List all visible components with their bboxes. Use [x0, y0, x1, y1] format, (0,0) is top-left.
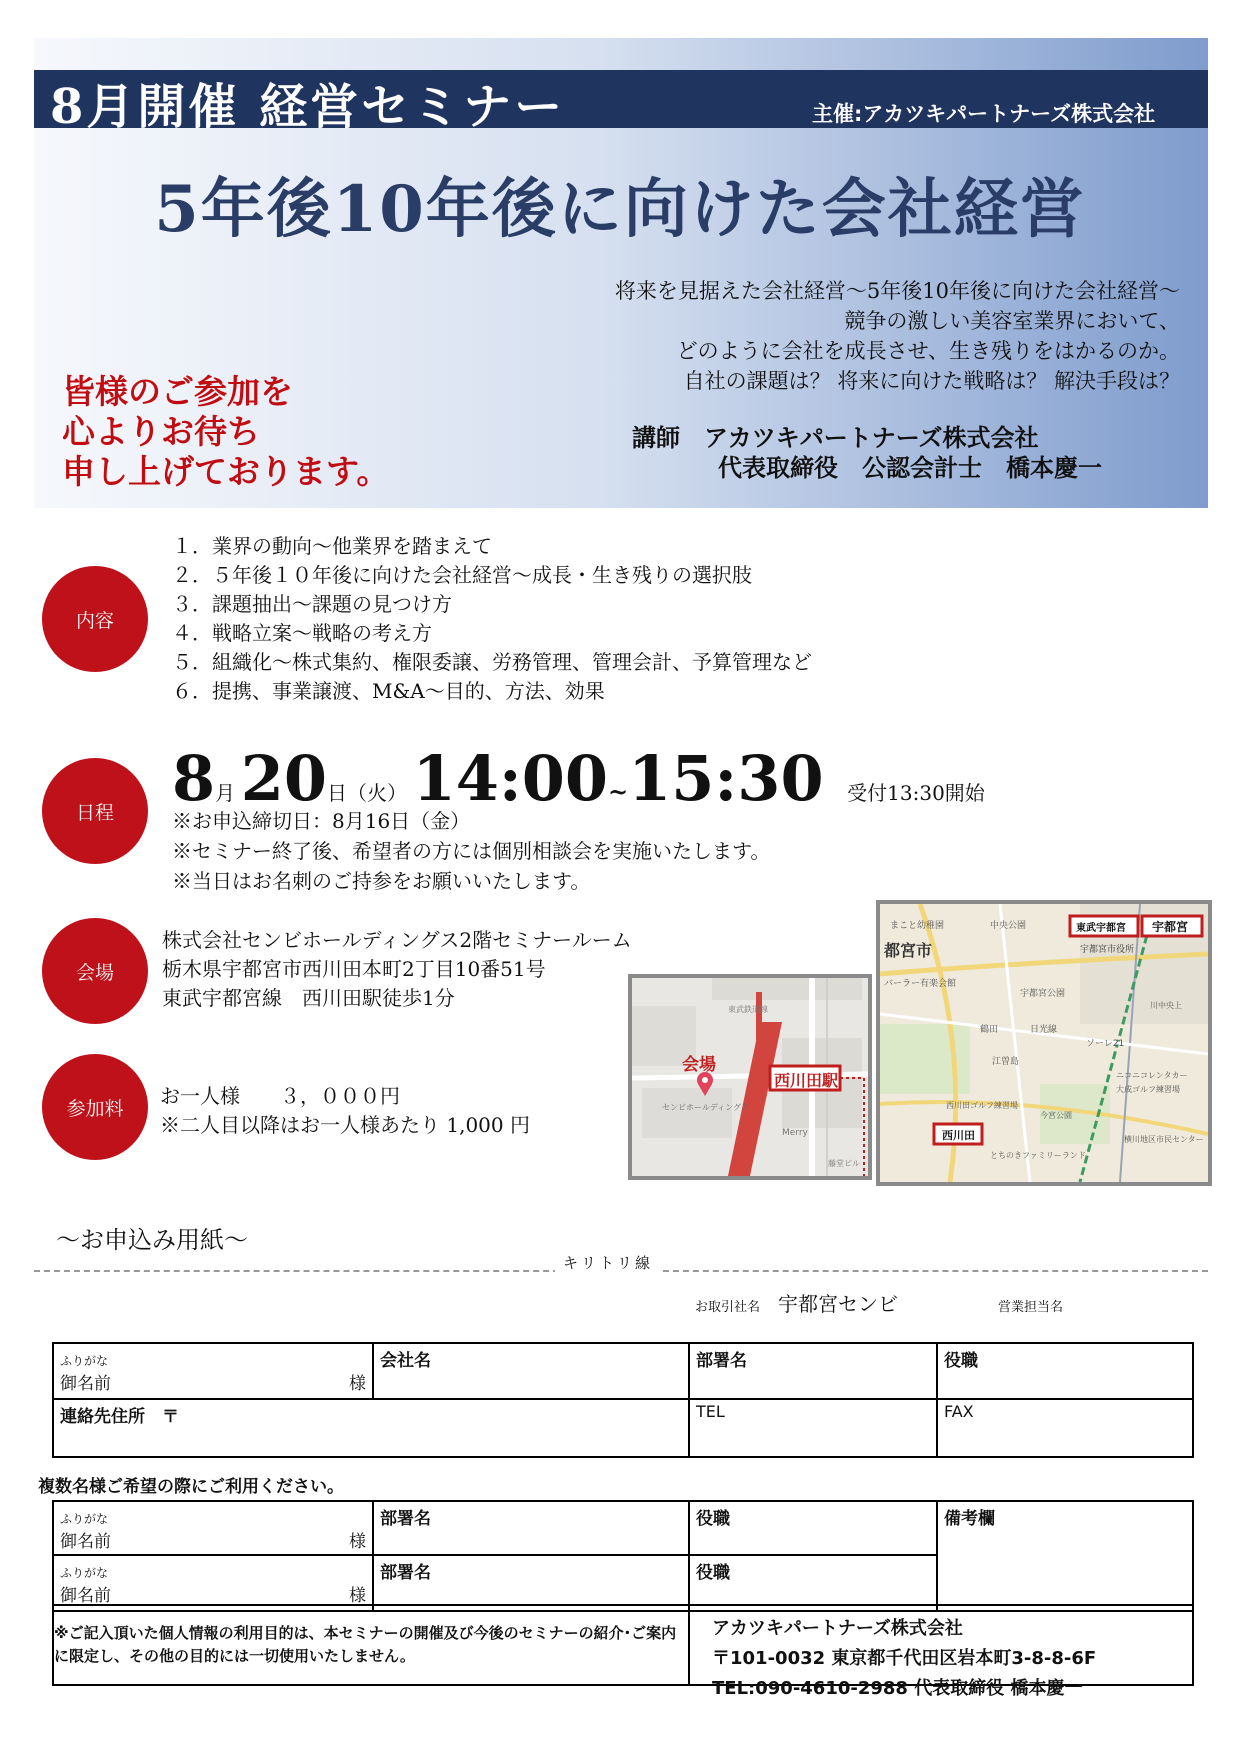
map-poi: 西川田ゴルフ練習場	[946, 1101, 1018, 1110]
position-cell[interactable]	[689, 1501, 937, 1555]
invite-line: 皆様のご参加を	[62, 372, 293, 411]
map-poi: バーラー有楽会館	[884, 979, 957, 989]
application-form-title: ～お申込み用紙～	[56, 1226, 248, 1254]
reception-time: 受付13:30開始	[847, 781, 985, 805]
department-label: 部署名	[380, 1563, 431, 1583]
schedule-note: ※当日はお名刺のご持参をお願いいたします。	[172, 869, 591, 893]
lecturer-line: 講師 アカツキパートナーズ株式会社	[632, 423, 1039, 452]
map-poi: ソーレ21	[1086, 1039, 1125, 1049]
area-map	[876, 900, 1212, 1186]
position-cell[interactable]	[689, 1555, 937, 1611]
host-label: 主催:アカツキパートナーズ株式会社	[812, 102, 1156, 126]
organizer-info	[712, 1614, 1096, 1704]
furigana-label: ふりがな	[60, 1354, 109, 1368]
map-poi: 宇都宮公園	[1020, 989, 1066, 999]
map-poi: 今宮公園	[1040, 1111, 1072, 1120]
department-label: 部署名	[380, 1509, 431, 1529]
section-badge-fee: 参加料	[42, 1054, 148, 1160]
name-label: 御名前	[60, 1374, 111, 1394]
map-rail-label: 東武鉄道線	[728, 1005, 768, 1014]
department-cell[interactable]	[373, 1555, 689, 1611]
map-station-tobu: 東武宇都宮	[1076, 923, 1126, 934]
section-badge-content: 内容	[42, 566, 148, 672]
name-cell[interactable]	[53, 1555, 373, 1611]
name-cell[interactable]	[53, 1501, 373, 1555]
position-label: 役職	[944, 1351, 978, 1371]
additional-applicants-table	[52, 1500, 1194, 1612]
invitation-message	[62, 372, 389, 492]
agenda-list	[172, 532, 812, 706]
venue-access: 東武宇都宮線 西川田駅徒歩1分	[162, 986, 455, 1010]
agenda-item: １．業界の動向～他業界を踏まえて	[172, 534, 492, 558]
fee-info	[160, 1082, 530, 1140]
map-shop-label: Merry	[782, 1128, 808, 1138]
map-venue-label: 会場	[682, 1055, 716, 1075]
map-poi: まこと幼稚園	[890, 921, 945, 931]
position-label: 役職	[696, 1563, 730, 1583]
map-poi: ニコニコレンタカー	[1116, 1071, 1188, 1080]
multiple-applicants-note: 複数名様ご希望の際にご利用ください。	[38, 1477, 344, 1497]
remarks-cell[interactable]	[937, 1501, 1193, 1611]
intro-line: どのように会社を成長させ、生き残りをはかるのか。	[676, 339, 1180, 363]
organizer-address: 〒101-0032 東京都千代田区岩本町3-8-8-6F	[712, 1648, 1097, 1669]
schedule-note: ※お申込締切日：8月16日（金）	[172, 809, 471, 833]
time-separator: ~	[608, 777, 629, 806]
company-label: 会社名	[380, 1351, 431, 1371]
position-cell[interactable]	[937, 1343, 1193, 1399]
company-cell[interactable]	[373, 1343, 689, 1399]
map-poi: 中央公園	[990, 921, 1027, 931]
cut-line-label: キリトリ線	[555, 1252, 661, 1273]
section-badge-venue: 会場	[42, 918, 148, 1024]
month-unit: 月	[215, 781, 236, 805]
fee-additional: ※二人目以降はお一人様あたり 1,000 円	[160, 1113, 530, 1137]
intro-line: 競争の激しい美容室業界において、	[844, 309, 1180, 333]
venue-name: 株式会社センビホールディングス2階セミナールーム	[162, 928, 632, 952]
start-time: 14:00	[412, 742, 609, 815]
venue-address: 栃木県宇都宮市西川田本町2丁目10番51号	[162, 957, 546, 981]
applicant-form-table	[52, 1342, 1194, 1458]
honorific-label: 様	[349, 1374, 366, 1394]
intro-text	[480, 276, 1180, 396]
agenda-item: ３．課題抽出～課題の見つけ方	[172, 592, 452, 616]
furigana-label: ふりがな	[60, 1566, 109, 1580]
tel-cell[interactable]	[689, 1399, 937, 1457]
weekday: （火）	[347, 781, 407, 805]
department-label: 部署名	[696, 1351, 747, 1371]
invite-line: 申し上げております。	[62, 452, 390, 491]
map-poi: 横川地区市民センター	[1124, 1135, 1204, 1144]
month: 8	[172, 742, 216, 815]
map-building-label: センビホールディングス	[662, 1103, 749, 1112]
map-poi: 川中央上	[1150, 1001, 1182, 1010]
venue-map	[628, 974, 872, 1180]
address-cell[interactable]	[53, 1399, 689, 1457]
lecturer-title-line: 代表取締役 公認会計士 橋本慶一	[718, 453, 1102, 482]
section-badge-schedule: 日程	[42, 758, 148, 864]
fax-cell[interactable]	[937, 1399, 1193, 1457]
intro-line: 自社の課題は？ 将来に向けた戦略は？ 解決手段は？	[683, 369, 1180, 393]
map-poi: 江曽島	[992, 1057, 1020, 1067]
day: 20	[240, 742, 327, 815]
organizer-contact: TEL:090-4610-2988 代表取締役 橋本慶一	[712, 1678, 1083, 1699]
map-station-nishikawada: 西川田	[942, 1129, 975, 1142]
schedule-note: ※セミナー終了後、希望者の方には個別相談会を実施いたします。	[172, 839, 771, 863]
agenda-item: ６．提携、事業譲渡、M&A～目的、方法、効果	[172, 679, 605, 703]
map-city-office: 宇都宮市役所	[1080, 945, 1135, 955]
privacy-notice: ※ご記入頂いた個人情報の利用目的は、本セミナーの開催及び今後のセミナーの紹介･ご案内に限定し、その他の目的には一切使用いたしません。	[54, 1624, 677, 1665]
map-station-utsunomiya: 宇都宮	[1152, 920, 1189, 934]
agenda-item: ５．組織化～株式集約、権限委譲、労務管理、管理会計、予算管理など	[172, 650, 812, 674]
map-city-label: 都宮市	[884, 941, 933, 960]
agenda-item: ２．５年後１０年後に向けた会社経営～成長・生き残りの選択肢	[172, 563, 752, 587]
map-station-label: 西川田駅	[774, 1071, 839, 1090]
sales-rep-label: 営業担当名	[998, 1300, 1064, 1315]
intro-line: 将来を見据えた会社経営～5年後10年後に向けた会社経営～	[614, 279, 1180, 303]
fee-per-person: お一人様 ３，０００円	[160, 1084, 400, 1108]
remarks-label: 備考欄	[944, 1509, 995, 1529]
venue-info	[162, 926, 632, 1013]
seminar-title: 8月開催 経営セミナー	[50, 79, 566, 135]
invite-line: 心よりお待ち	[62, 412, 260, 451]
schedule-notes	[172, 806, 770, 896]
position-label: 役職	[696, 1509, 730, 1529]
name-cell[interactable]	[53, 1343, 373, 1399]
map-poi: 鶴田	[980, 1025, 999, 1035]
client-company-name: 宇都宮センビ	[778, 1292, 898, 1316]
client-company-label: お取引社名	[695, 1300, 761, 1315]
fax-label: FAX	[944, 1402, 974, 1421]
map-building-label-2: 藤堂ビル	[828, 1159, 860, 1168]
furigana-label: ふりがな	[60, 1512, 109, 1526]
department-cell[interactable]	[689, 1343, 937, 1399]
map-poi: 大成ゴルフ練習場	[1116, 1085, 1180, 1094]
schedule-datetime	[172, 742, 985, 815]
honorific-label: 様	[349, 1532, 366, 1552]
organizer-name: アカツキパートナーズ株式会社	[712, 1618, 963, 1639]
name-label: 御名前	[60, 1586, 111, 1606]
tel-label: TEL	[696, 1402, 725, 1421]
department-cell[interactable]	[373, 1501, 689, 1555]
address-label: 連絡先住所 〒	[60, 1407, 179, 1427]
map-poi: とちのきファミリーランド	[990, 1151, 1086, 1160]
end-time: 15:30	[628, 742, 824, 815]
agenda-item: ４．戦略立案～戦略の考え方	[172, 621, 432, 645]
day-unit: 日	[327, 781, 347, 805]
honorific-label: 様	[349, 1586, 366, 1606]
name-label: 御名前	[60, 1532, 111, 1552]
map-poi: 日光線	[1030, 1025, 1058, 1035]
headline: 5年後10年後に向けた会社経営	[154, 172, 1086, 247]
